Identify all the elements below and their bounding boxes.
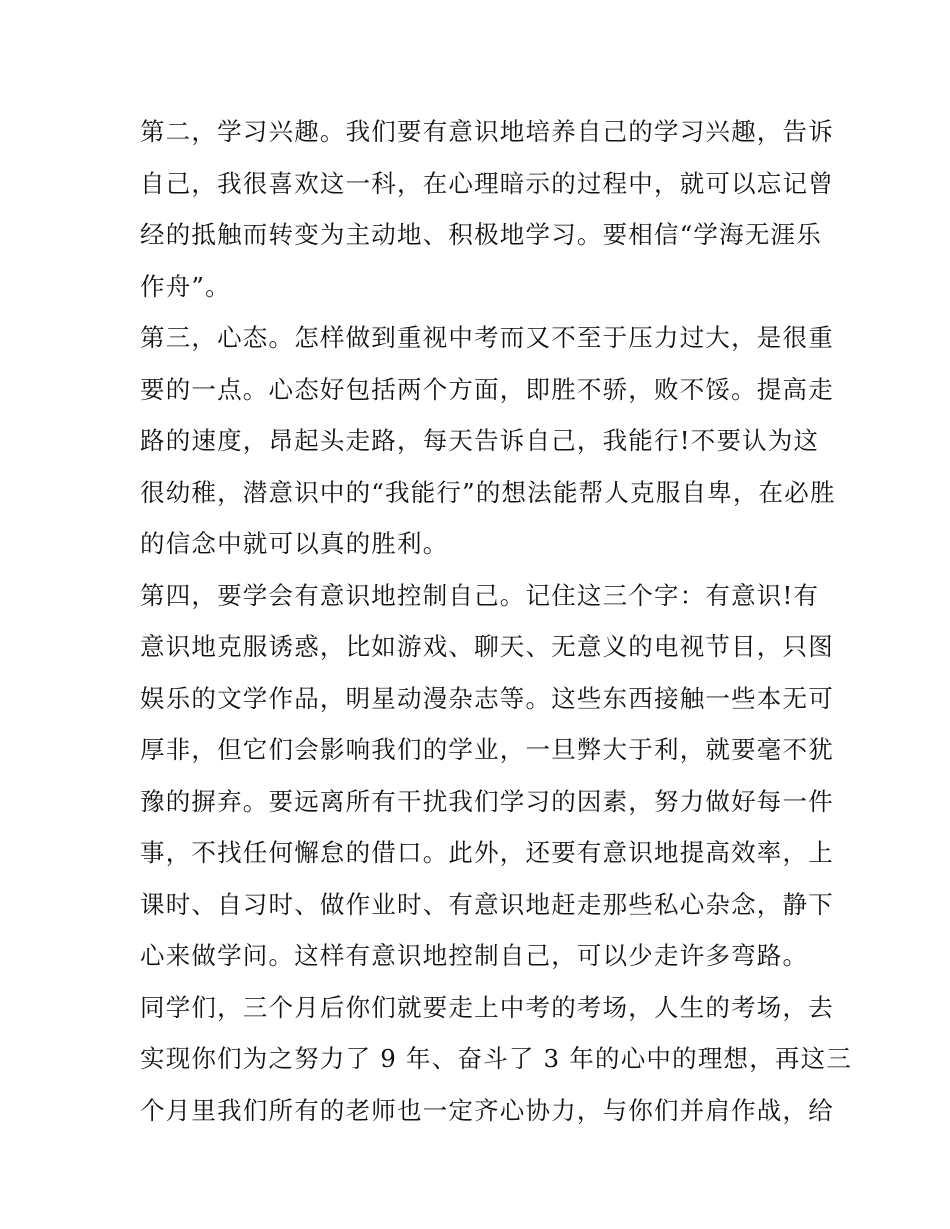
text-line-20: 个月里我们所有的老师也一定齐心协力，与你们并肩作战，给 <box>140 1095 834 1125</box>
text-line-10: 第四，要学会有意识地控制自己。记住这三个字：有意识!有 <box>140 580 820 610</box>
text-line-3: 经的抵触而转变为主动地、积极地学习。要相信“学海无涯乐 <box>140 220 822 249</box>
body-text <box>140 106 853 1136</box>
text-line-15: 事，不找任何懈怠的借口。此外，还要有意识地提高效率，上 <box>140 838 834 867</box>
text-line-5: 第三，心态。怎样做到重视中考而又不至于压力过大，是很重 <box>140 323 834 352</box>
text-line-18: 同学们，三个月后你们就要走上中考的考场，人生的考场，去 <box>140 992 834 1022</box>
text-line-8: 很幼稚，潜意识中的“我能行”的想法能帮人克服自卑，在必胜 <box>140 477 836 507</box>
text-line-19: 实现你们为之努力了 9 年、奋斗了 3 年的心中的理想，再这三 <box>140 1044 853 1073</box>
text-line-17: 心来做学问。这样有意识地控制自己，可以少走许多弯路。 <box>140 941 809 970</box>
text-line-16: 课时、自习时、做作业时、有意识地赶走那些私心杂念，静下 <box>140 889 834 919</box>
text-line-7: 路的速度，昂起头走路，每天告诉自己，我能行!不要认为这 <box>140 426 820 455</box>
text-line-1: 第二，学习兴趣。我们要有意识地培养自己的学习兴趣，告诉 <box>140 117 834 146</box>
text-line-4: 作舟”。 <box>140 271 231 301</box>
text-line-6: 要的一点。心态好包括两个方面，即胜不骄，败不馁。提高走 <box>140 374 834 404</box>
text-line-2: 自己，我很喜欢这一科，在心理暗示的过程中，就可以忘记曾 <box>140 168 834 198</box>
text-line-9: 的信念中就可以真的胜利。 <box>140 529 449 558</box>
text-line-11: 意识地克服诱惑，比如游戏、聊天、无意义的电视节目，只图 <box>140 632 834 661</box>
text-line-13: 厚非，但它们会影响我们的学业，一旦弊大于利，就要毫不犹 <box>140 735 834 764</box>
text-line-14: 豫的摒弃。要远离所有干扰我们学习的因素，努力做好每一件 <box>140 786 834 816</box>
text-line-12: 娱乐的文学作品，明星动漫杂志等。这些东西接触一些本无可 <box>140 683 834 713</box>
